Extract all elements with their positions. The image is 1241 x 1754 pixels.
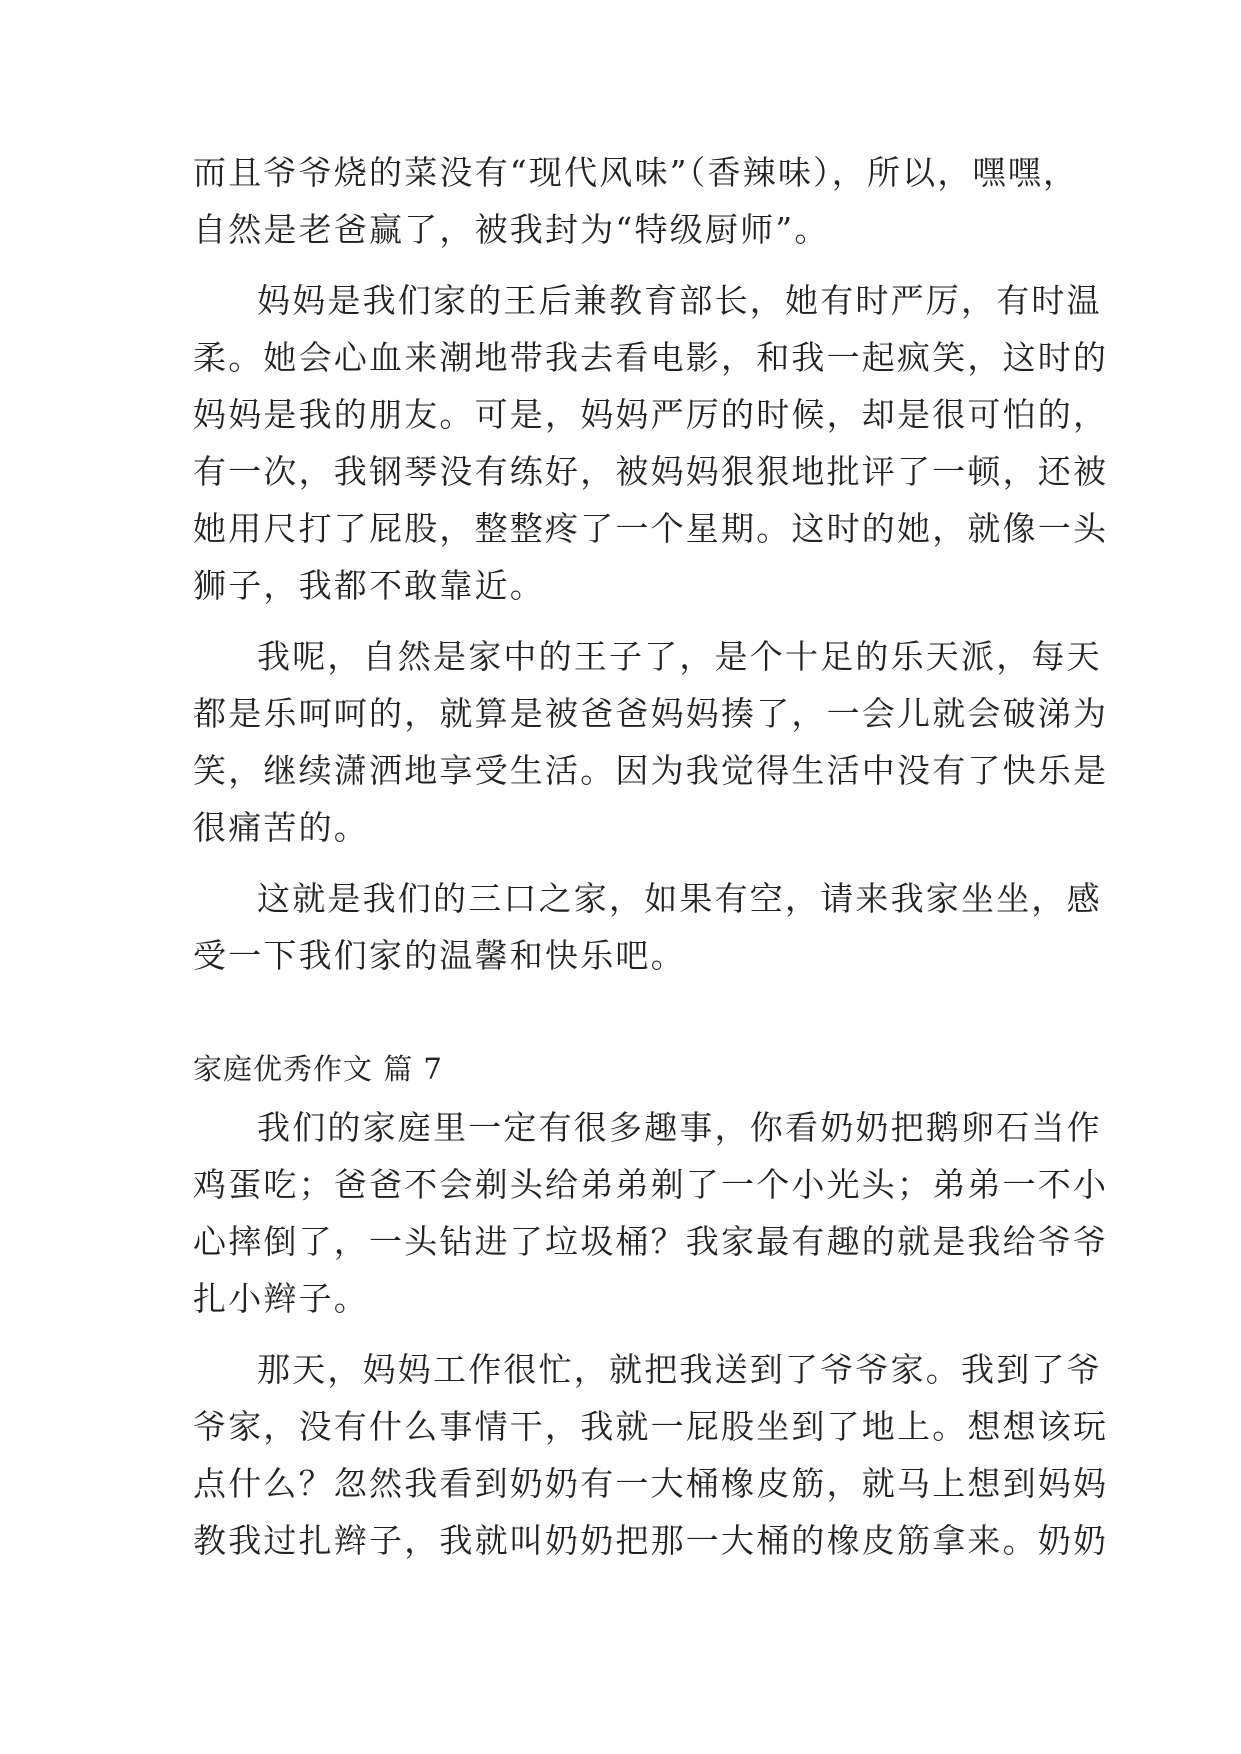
text-line: 狮子，我都不敢靠近。 xyxy=(193,566,545,605)
text-line: 有一次，我钢琴没有练好，被妈妈狠狠地批评了一顿，还被 xyxy=(193,452,1109,491)
text-line: 很痛苦的。 xyxy=(193,808,369,847)
text-line: 点什么？忽然我看到奶奶有一大桶橡皮筋，就马上想到妈妈 xyxy=(193,1464,1109,1503)
text-line: 爷家，没有什么事情干，我就一屁股坐到了地上。想想该玩 xyxy=(193,1407,1109,1446)
text-line: 教我过扎辫子，我就叫奶奶把那一大桶的橡皮筋拿来。奶奶 xyxy=(193,1521,1109,1560)
text-line: 笑，继续潇洒地享受生活。因为我觉得生活中没有了快乐是 xyxy=(193,751,1109,790)
text-line: 扎小辫子。 xyxy=(193,1279,369,1318)
text-line: 妈妈是我们家的王后兼教育部长，她有时严厉，有时温 xyxy=(257,281,1102,320)
text-line: 我呢，自然是家中的王子了，是个十足的乐天派，每天 xyxy=(257,637,1102,676)
text-line: 我们的家庭里一定有很多趣事，你看奶奶把鹅卵石当作 xyxy=(257,1108,1102,1147)
text-line: 那天，妈妈工作很忙，就把我送到了爷爷家。我到了爷 xyxy=(257,1350,1102,1389)
text-line: 鸡蛋吃；爸爸不会剃头给弟弟剃了一个小光头；弟弟一不小 xyxy=(193,1165,1109,1204)
text-line: 这就是我们的三口之家，如果有空，请来我家坐坐，感 xyxy=(257,879,1102,918)
text-line: 妈妈是我的朋友。可是，妈妈严厉的时候，却是很可怕的， xyxy=(193,395,1109,434)
text-line: 柔。她会心血来潮地带我去看电影，和我一起疯笑，这时的 xyxy=(193,338,1109,377)
text-line: 自然是老爸赢了，被我封为“特级厨师”。 xyxy=(193,210,830,249)
text-line: 受一下我们家的温馨和快乐吧。 xyxy=(193,936,686,975)
text-line: 她用尺打了屁股，整整疼了一个星期。这时的她，就像一头 xyxy=(193,509,1109,548)
text-line: 心摔倒了，一头钻进了垃圾桶？我家最有趣的就是我给爷爷 xyxy=(193,1222,1109,1261)
text-line: 都是乐呵呵的，就算是被爸爸妈妈揍了，一会儿就会破涕为 xyxy=(193,694,1109,733)
section-heading: 家庭优秀作文 篇 7 xyxy=(193,1052,443,1086)
text-line: 而且爷爷烧的菜没有“现代风味”（香辣味），所以，嘿嘿， xyxy=(193,153,1079,192)
